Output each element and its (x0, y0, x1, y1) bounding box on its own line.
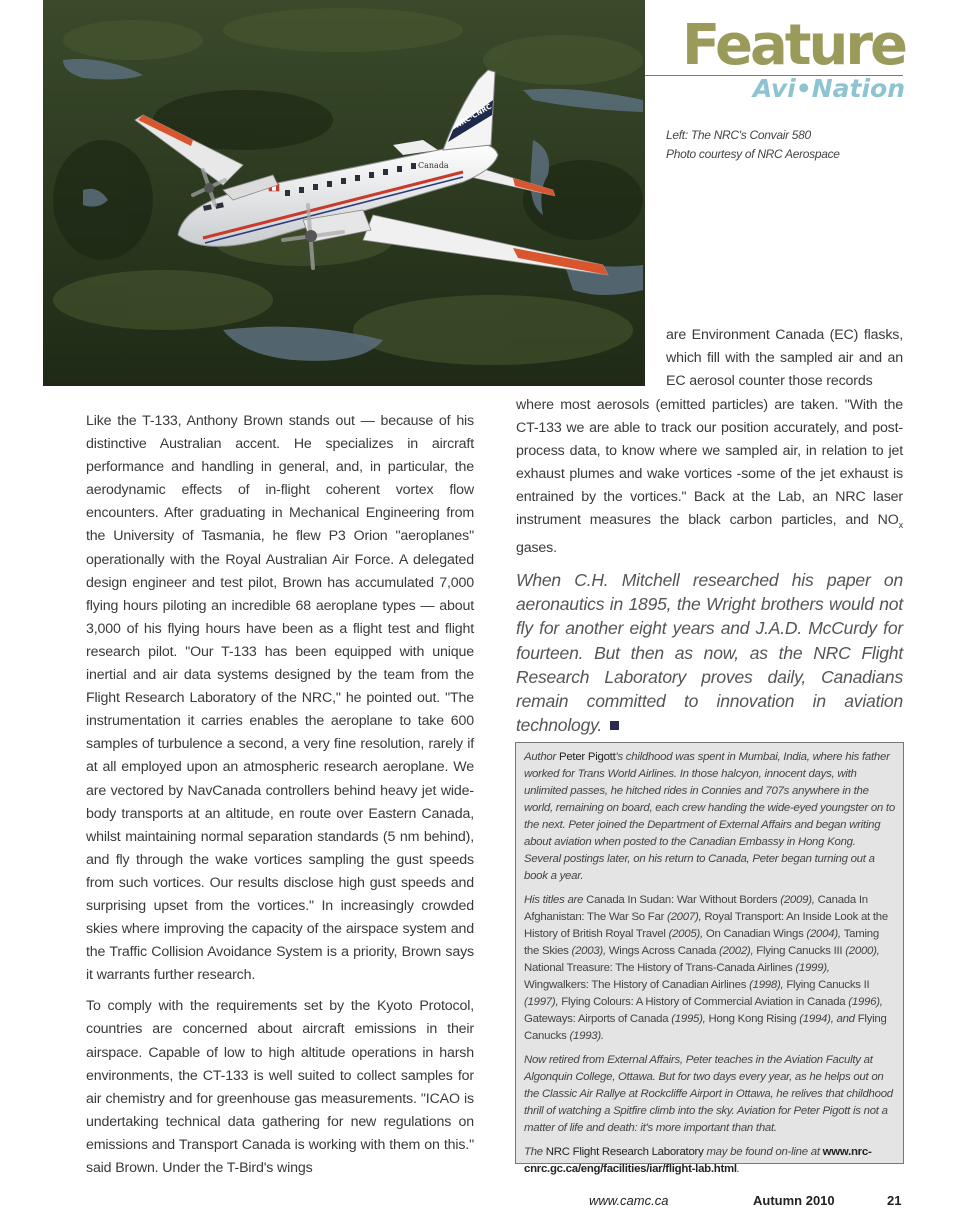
title-separator: , and (830, 1013, 858, 1025)
book-year: (2004) (803, 928, 838, 940)
page-number: 21 (887, 1193, 902, 1208)
book-year: (2005) (665, 928, 700, 940)
title-separator: , (698, 911, 705, 923)
bio-titles-paragraph (524, 892, 895, 1045)
book-year: (1993). (566, 1030, 604, 1042)
book-title: Gateways: Airports of Canada (524, 1013, 669, 1025)
bio-prefix: Author (524, 751, 559, 763)
book-year: (2002) (716, 945, 751, 957)
titles-list (524, 894, 888, 1042)
bio-link-paragraph (524, 1144, 895, 1178)
title-separator: , (555, 996, 562, 1008)
lab-url-link[interactable]: www.nrc-cnrc.gc.ca/eng/facilities/iar/flight-lab.html (524, 1146, 872, 1175)
book-title: Hong Kong Rising (708, 1013, 797, 1025)
book-year: (2007) (664, 911, 699, 923)
title-separator: , (826, 962, 830, 974)
book-title: Canada In Sudan: War Without Borders (586, 894, 778, 906)
title-separator: , (702, 1013, 709, 1025)
article-paragraph (516, 394, 903, 560)
link-end: . (736, 1163, 740, 1175)
footer-website-link[interactable]: www.camc.ca (589, 1193, 669, 1208)
title-separator: , (837, 928, 844, 940)
link-prefix: The (524, 1146, 546, 1158)
article-paragraph: Like the T-133, Anthony Brown stands out — because of his distinctive Australian accent. He specializes in aircraft performance and handling in general, and, in particular, the aerodynamic effects of in-flight coherent vortex flow encounters. After graduating in Mechanical Engineering from the University of Tasmania, he flew P3 Orion "aeroplanes" operationally with the Royal Australian Air Force. A delegated design engineer and test pilot, Brown has accumulated 7,000 flying hours piloting an incredible 68 aeroplane types — about 3,000 of his flying hours have been as a flight test and flight research pilot. "Our T-133 has been equipped with unique inertial and air data systems designed by the team from the Flight Research Laboratory of the NRC," he pointed out. "The instrumentation it carries enables the aeroplane to take 600 samples of turbulence a second, a very fine resolution, rarely if at all employed upon an atmospheric research aeroplane. We are vectored by NavCanada controllers behind heavy jet wide-body transports at an altitude, en route over Eastern Canada, whilst maintaining normal separation standards (5 nm behind), and fly through the wake vortices sampling the gust speeds from such vortices. Our results disclose high gust speeds and surprising upset from the vortices." In increasingly crowded skies where improving the capacity of the airspace system and the Traffic Collision Avoidance System is a priority, Brown says it warrants further research. (86, 413, 474, 984)
title-separator: , (811, 894, 818, 906)
book-year: (1997) (524, 996, 556, 1008)
book-year: (2003) (568, 945, 603, 957)
lab-name: NRC Flight Research Laboratory (545, 1146, 704, 1158)
book-title: Flying Canucks (524, 1013, 887, 1042)
bio-paragraph: Now retired from External Affairs, Peter teaches in the Aviation Faculty at Algonquin College, Ottawa. But for two days every year, as he helps out on the Classic Air Rallye at Rockcliffe Airport in Ottawa, he relives that childhood thrill of watching a Spitfire climb into the sky. Aviation for Peter Pigott is not a matter of life and death: it's more important than that. (524, 1054, 893, 1134)
book-title: Flying Canucks II (786, 979, 870, 991)
book-year: (1994) (796, 1013, 831, 1025)
title-separator: , (750, 945, 757, 957)
book-title: Royal Transport: An Inside Look at the History of British Royal Travel (524, 911, 888, 940)
author-name: Peter Pigott (558, 751, 616, 763)
article-paragraph: To comply with the requirements set by the Kyoto Protocol, countries are concerned about aircraft emissions in their airspace. Capable of low to high altitude operations in harsh environments, the CT-133 is well suited to collect samples for air chemistry and for greenhouse gas measurements. "ICAO is undertaking technical data gathering for new regulations on emissions and Transport Canada is working with them on this." said Brown. Under the T-Bird's wings (86, 998, 474, 1176)
photo-caption (666, 126, 926, 164)
caption-credit: Photo courtesy of NRC Aerospace (666, 147, 840, 161)
paragraph-text: where most aerosols (emitted particles) are taken. "With the CT-133 we are able to track our position accurately, and post-process data, to know where we sampled air, in relation to jet exhaust plumes and wake vortices -some of the jet exhaust is entrained by the vortices." Back at the Lab, an NRC laser instrument measures the black carbon particles, and NO (516, 397, 903, 529)
title-separator: , (699, 928, 706, 940)
book-year: (1996) (845, 996, 880, 1008)
title-separator: , (780, 979, 787, 991)
section-subtitle: Avi•Nation (752, 74, 905, 103)
book-title: On Canadian Wings (705, 928, 804, 940)
paragraph-text-end: gases. (516, 540, 557, 557)
book-year: (1998) (746, 979, 781, 991)
aircraft-photo (43, 0, 645, 386)
title-separator: , (879, 996, 883, 1008)
closing-text: When C.H. Mitchell researched his paper on aeronautics in 1895, the Wright brothers would not fly for another eight years and J.A.D. McCurdy for fourteen. But then as now, as the NRC Flight Research Laboratory proves daily, Canadians remain committed to innovation in aviation technology. (516, 570, 903, 736)
book-title: Taming the Skies (524, 928, 879, 957)
book-title: Flying Colours: A History of Commercial Aviation in Canada (561, 996, 846, 1008)
bio-paragraph (524, 749, 895, 885)
article-paragraph: are Environment Canada (EC) flasks, which fill with the sampled air and an EC aerosol counter those records (666, 327, 903, 390)
book-title: Flying Canucks III (756, 945, 843, 957)
bio-text: 's childhood was spent in Mumbai, India, where his father worked for Trans World Airlines. In those halcyon, innocent days, with unlimited passes, he hitched rides in Connies and 707s anywhere in the world, remaining on board, each crew handing the wide-eyed youngster on to the next. Peter joined the Department of External Affairs and began writing about aviation when posted to the Canadian Embassy in Hong Kong. Several postings later, on his return to Canada, Peter began turning out a book a year. (524, 751, 895, 882)
subscript: x (898, 520, 903, 531)
book-year: (1999) (792, 962, 827, 974)
title-separator: , (876, 945, 880, 957)
end-mark-icon (610, 721, 619, 730)
title-separator: , (602, 945, 609, 957)
book-year: (1995) (668, 1013, 703, 1025)
link-mid: may be found on-line at (703, 1146, 823, 1158)
book-title: Wingwalkers: The History of Canadian Airlines (524, 979, 747, 991)
author-bio-box (515, 742, 904, 1175)
closing-paragraph (516, 568, 903, 737)
book-year: (2000) (842, 945, 877, 957)
tail-marking: NRC·CNRC (454, 102, 494, 130)
article-right-column (516, 394, 903, 560)
feature-title: Feature (682, 13, 905, 78)
book-title: Wings Across Canada (608, 945, 717, 957)
book-title: Canada In Afghanistan: The War So Far (524, 894, 868, 923)
titles-intro: His titles are (524, 894, 587, 906)
book-year: (2009) (777, 894, 812, 906)
article-left-column (86, 410, 474, 1180)
article-right-intro (666, 324, 903, 393)
caption-line: Left: The NRC's Convair 580 (666, 128, 811, 142)
fuselage-marking: Canada (418, 161, 449, 170)
book-title: National Treasure: The History of Trans-Canada Airlines (524, 962, 793, 974)
footer-issue: Autumn 2010 (753, 1193, 835, 1208)
